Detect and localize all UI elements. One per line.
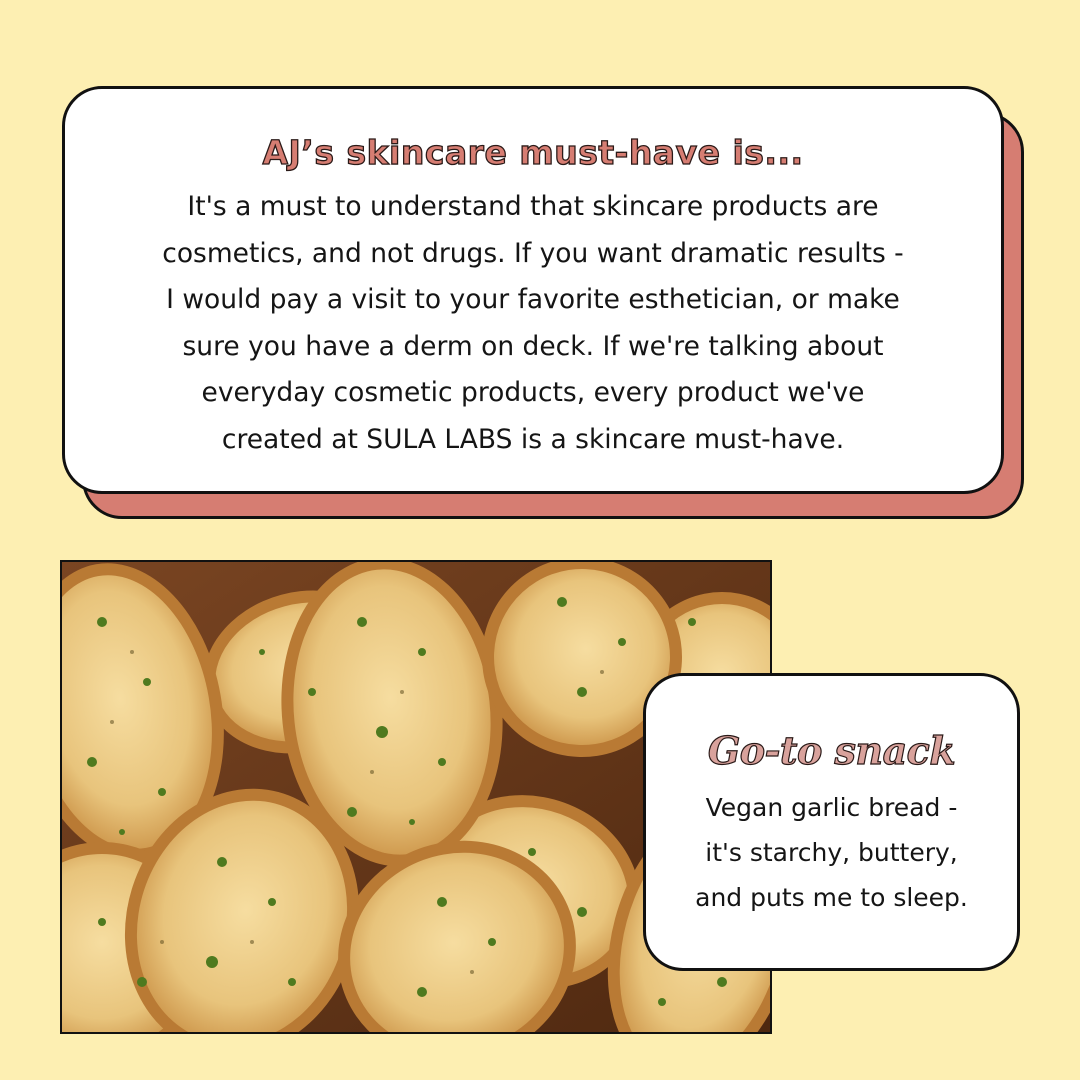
skincare-line: It's a must to understand that skincare products are (187, 191, 879, 222)
snack-line: it's starchy, buttery, (705, 838, 958, 867)
skincare-title: AJ’s skincare must-have is... (262, 133, 804, 172)
skincare-line: everyday cosmetic products, every product we've (201, 377, 865, 408)
skincare-body (103, 184, 963, 463)
skincare-line: I would pay a visit to your favorite esthetician, or make (166, 284, 900, 315)
snack-body (646, 785, 1017, 920)
skincare-line: created at SULA LABS is a skincare must-have. (221, 423, 845, 455)
skincare-line: sure you have a derm on deck. If we're talking about (182, 330, 884, 362)
skincare-card (62, 86, 1004, 494)
snack-line: and puts me to sleep. (695, 883, 968, 912)
snack-line: Vegan garlic bread - (705, 793, 958, 822)
snack-title: Go-to snack (707, 728, 956, 773)
skincare-line: cosmetics, and not drugs. If you want dramatic results - (162, 237, 904, 269)
snack-card (643, 673, 1020, 971)
